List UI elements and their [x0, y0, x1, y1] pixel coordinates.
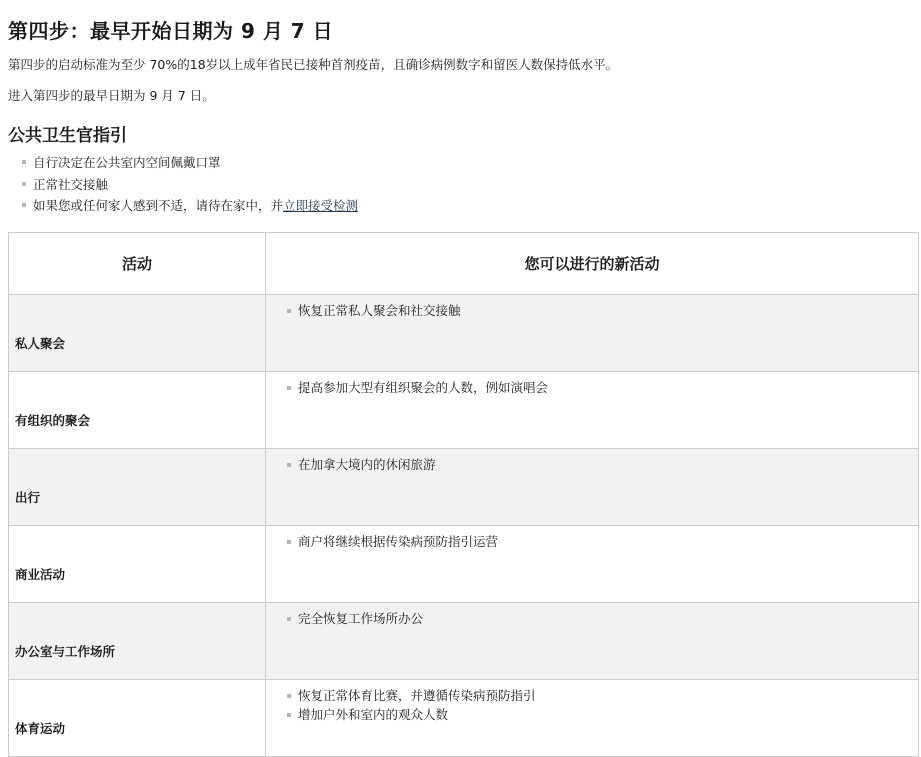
activity-cell: 办公室与工作场所 [9, 603, 266, 680]
table-row [9, 603, 919, 680]
guideline-text: 如果您或任何家人感到不适，请待在家中，并 [33, 198, 284, 213]
list-item: 完全恢复工作场所办公 [287, 609, 918, 628]
earliest-date-paragraph: 进入第四步的最早日期为 9 月 7 日。 [8, 88, 215, 103]
guideline-item [22, 174, 358, 196]
activity-cell: 商业活动 [9, 526, 266, 603]
intro-paragraph: 第四步的启动标准为至少 70%的18岁以上成年省民已接种首剂疫苗，且确诊病例数字和留医人数保持低水平。 [8, 57, 619, 72]
get-tested-link[interactable]: 立即接受检测 [283, 198, 359, 213]
list-item: 在加拿大境内的休闲旅游 [287, 455, 918, 474]
new-activities-list [266, 372, 918, 397]
new-activities-cell [266, 680, 919, 757]
new-activities-list [266, 680, 918, 724]
table-row [9, 449, 919, 526]
activities-table [8, 232, 919, 757]
column-header-new-activities: 您可以进行的新活动 [266, 233, 919, 295]
new-activities-list [266, 295, 918, 320]
list-item: 增加户外和室内的观众人数 [287, 705, 918, 724]
new-activities-list [266, 603, 918, 628]
new-activities-cell [266, 526, 919, 603]
activity-cell: 体育运动 [9, 680, 266, 757]
guideline-item [22, 195, 358, 217]
guideline-text: 自行决定在公共室内空间佩戴口罩 [33, 155, 221, 170]
new-activities-cell [266, 295, 919, 372]
activity-cell: 私人聚会 [9, 295, 266, 372]
table-row [9, 526, 919, 603]
activity-cell: 出行 [9, 449, 266, 526]
guideline-item [22, 152, 358, 174]
list-item: 恢复正常体育比赛，并遵循传染病预防指引 [287, 686, 918, 705]
column-header-activity: 活动 [9, 233, 266, 295]
guidelines-heading: 公共卫生官指引 [8, 126, 127, 146]
new-activities-list [266, 449, 918, 474]
guideline-text: 正常社交接触 [33, 176, 109, 192]
table-row [9, 372, 919, 449]
page-title: 第四步：最早开始日期为 9 月 7 日 [8, 19, 334, 43]
new-activities-cell [266, 603, 919, 680]
new-activities-list [266, 526, 918, 551]
list-item: 恢复正常私人聚会和社交接触 [287, 301, 918, 320]
table-header-row [9, 233, 919, 295]
new-activities-cell [266, 449, 919, 526]
new-activities-cell [266, 372, 919, 449]
table-row [9, 680, 919, 757]
activity-cell: 有组织的聚会 [9, 372, 266, 449]
list-item: 提高参加大型有组织聚会的人数，例如演唱会 [287, 378, 918, 397]
list-item: 商户将继续根据传染病预防指引运营 [287, 532, 918, 551]
guidelines-list [22, 152, 358, 217]
table-row [9, 295, 919, 372]
